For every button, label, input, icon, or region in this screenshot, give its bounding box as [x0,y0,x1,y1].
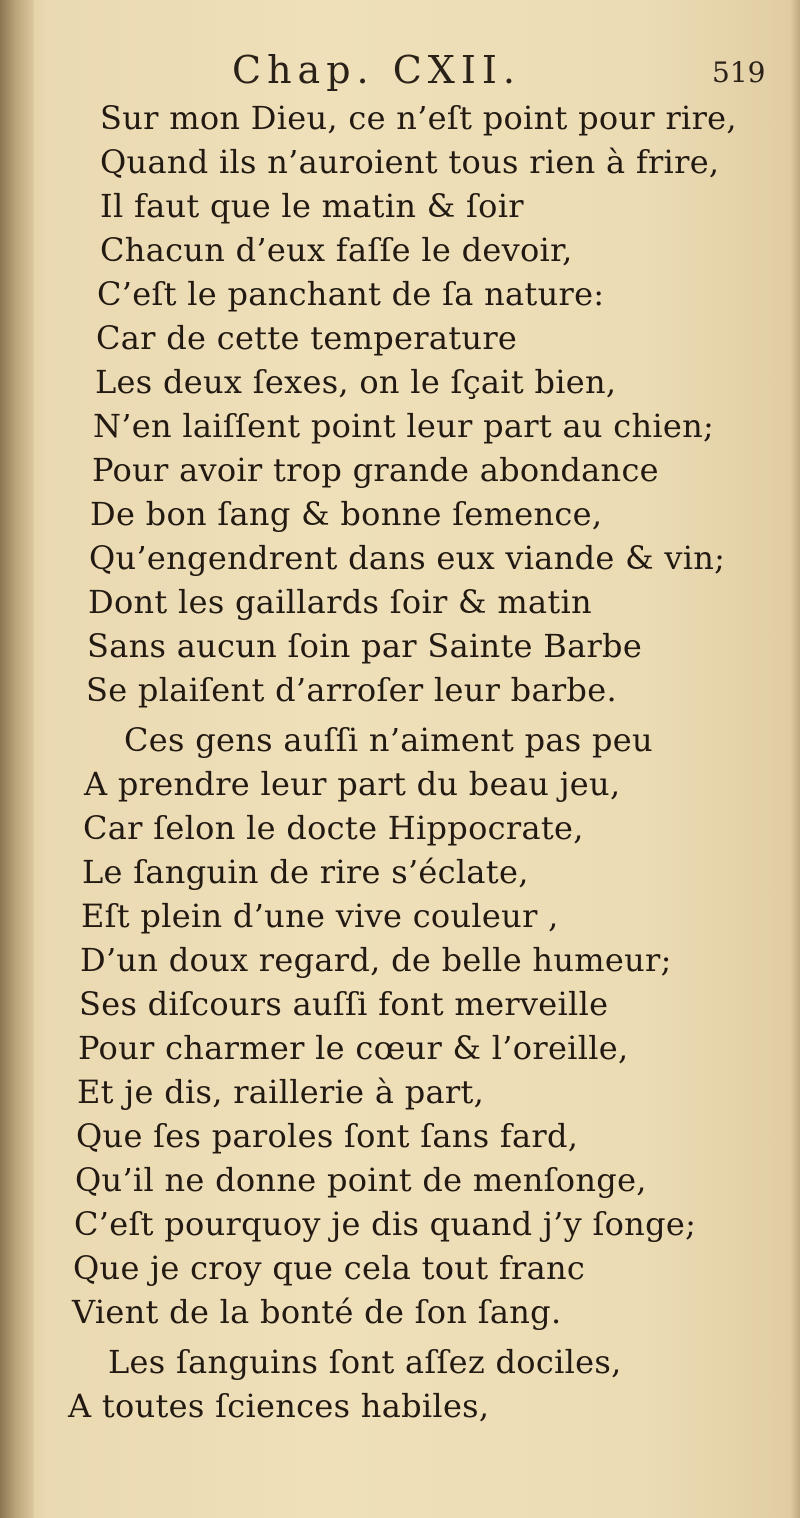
page-gutter [0,0,34,1518]
verse-line: D’un doux regard, de belle humeur; [80,941,672,979]
verse-line: Le ſanguin de rire s’éclate, [82,853,529,891]
verse-line: Pour avoir trop grande abondance [92,451,659,489]
verse-line: Car ſelon le docte Hippocrate, [83,809,584,847]
verse-line: Vient de la bonté de ſon ſang. [72,1293,562,1331]
verse-line: C’eſt pourquoy je dis quand j’y ſonge; [74,1205,697,1243]
verse-line: Sans aucun ſoin par Sainte Barbe [87,627,643,665]
verse-line: Les ſanguins ſont aſſez dociles, [108,1343,622,1381]
verse-line: Qu’engendrent dans eux viande & vin; [89,539,726,577]
verse-line: Eſt plein d’une vive couleur , [81,897,559,935]
verse-line: De bon ſang & bonne ſemence, [90,495,603,533]
running-head: Chap. CXII. [232,48,521,92]
verse-line: Se plaiſent d’arroſer leur barbe. [86,671,617,709]
verse-line: Que je croy que cela tout franc [73,1249,586,1287]
page-header [0,44,800,104]
verse-line: Les deux ſexes, on le ſçait bien, [95,363,617,401]
verse-line: Dont les gaillards ſoir & matin [88,583,592,621]
verse-line: Que ſes paroles ſont ſans fard, [76,1117,579,1155]
verse-line: Chacun d’eux faſſe le devoir, [100,231,573,269]
verse-line: Quand ils n’auroient tous rien à frire, [100,143,720,181]
verse-line: Ses diſcours auſſi font merveille [79,985,609,1023]
verse-line: Il faut que le matin & ſoir [100,187,524,225]
verse-line: Car de cette temperature [96,319,518,357]
page-edge-shadow [790,0,800,1518]
verse-line: C’eſt le panchant de ſa nature: [97,275,605,313]
verse-line: Ces gens auſſi n’aiment pas peu [124,721,653,759]
verse-line: A prendre leur part du beau jeu, [84,765,621,803]
verse-line: Pour charmer le cœur & l’oreille, [78,1029,629,1067]
verse-line: A toutes ſciences habiles, [68,1387,490,1425]
verse-line: Sur mon Dieu, ce n’eſt point pour rire, [100,99,737,137]
verse-line: Qu’il ne donne point de menſonge, [75,1161,647,1199]
verse-line: N’en laiſſent point leur part au chien; [93,407,715,445]
page-number: 519 [712,56,766,89]
verse-line: Et je dis, raillerie à part, [77,1073,485,1111]
